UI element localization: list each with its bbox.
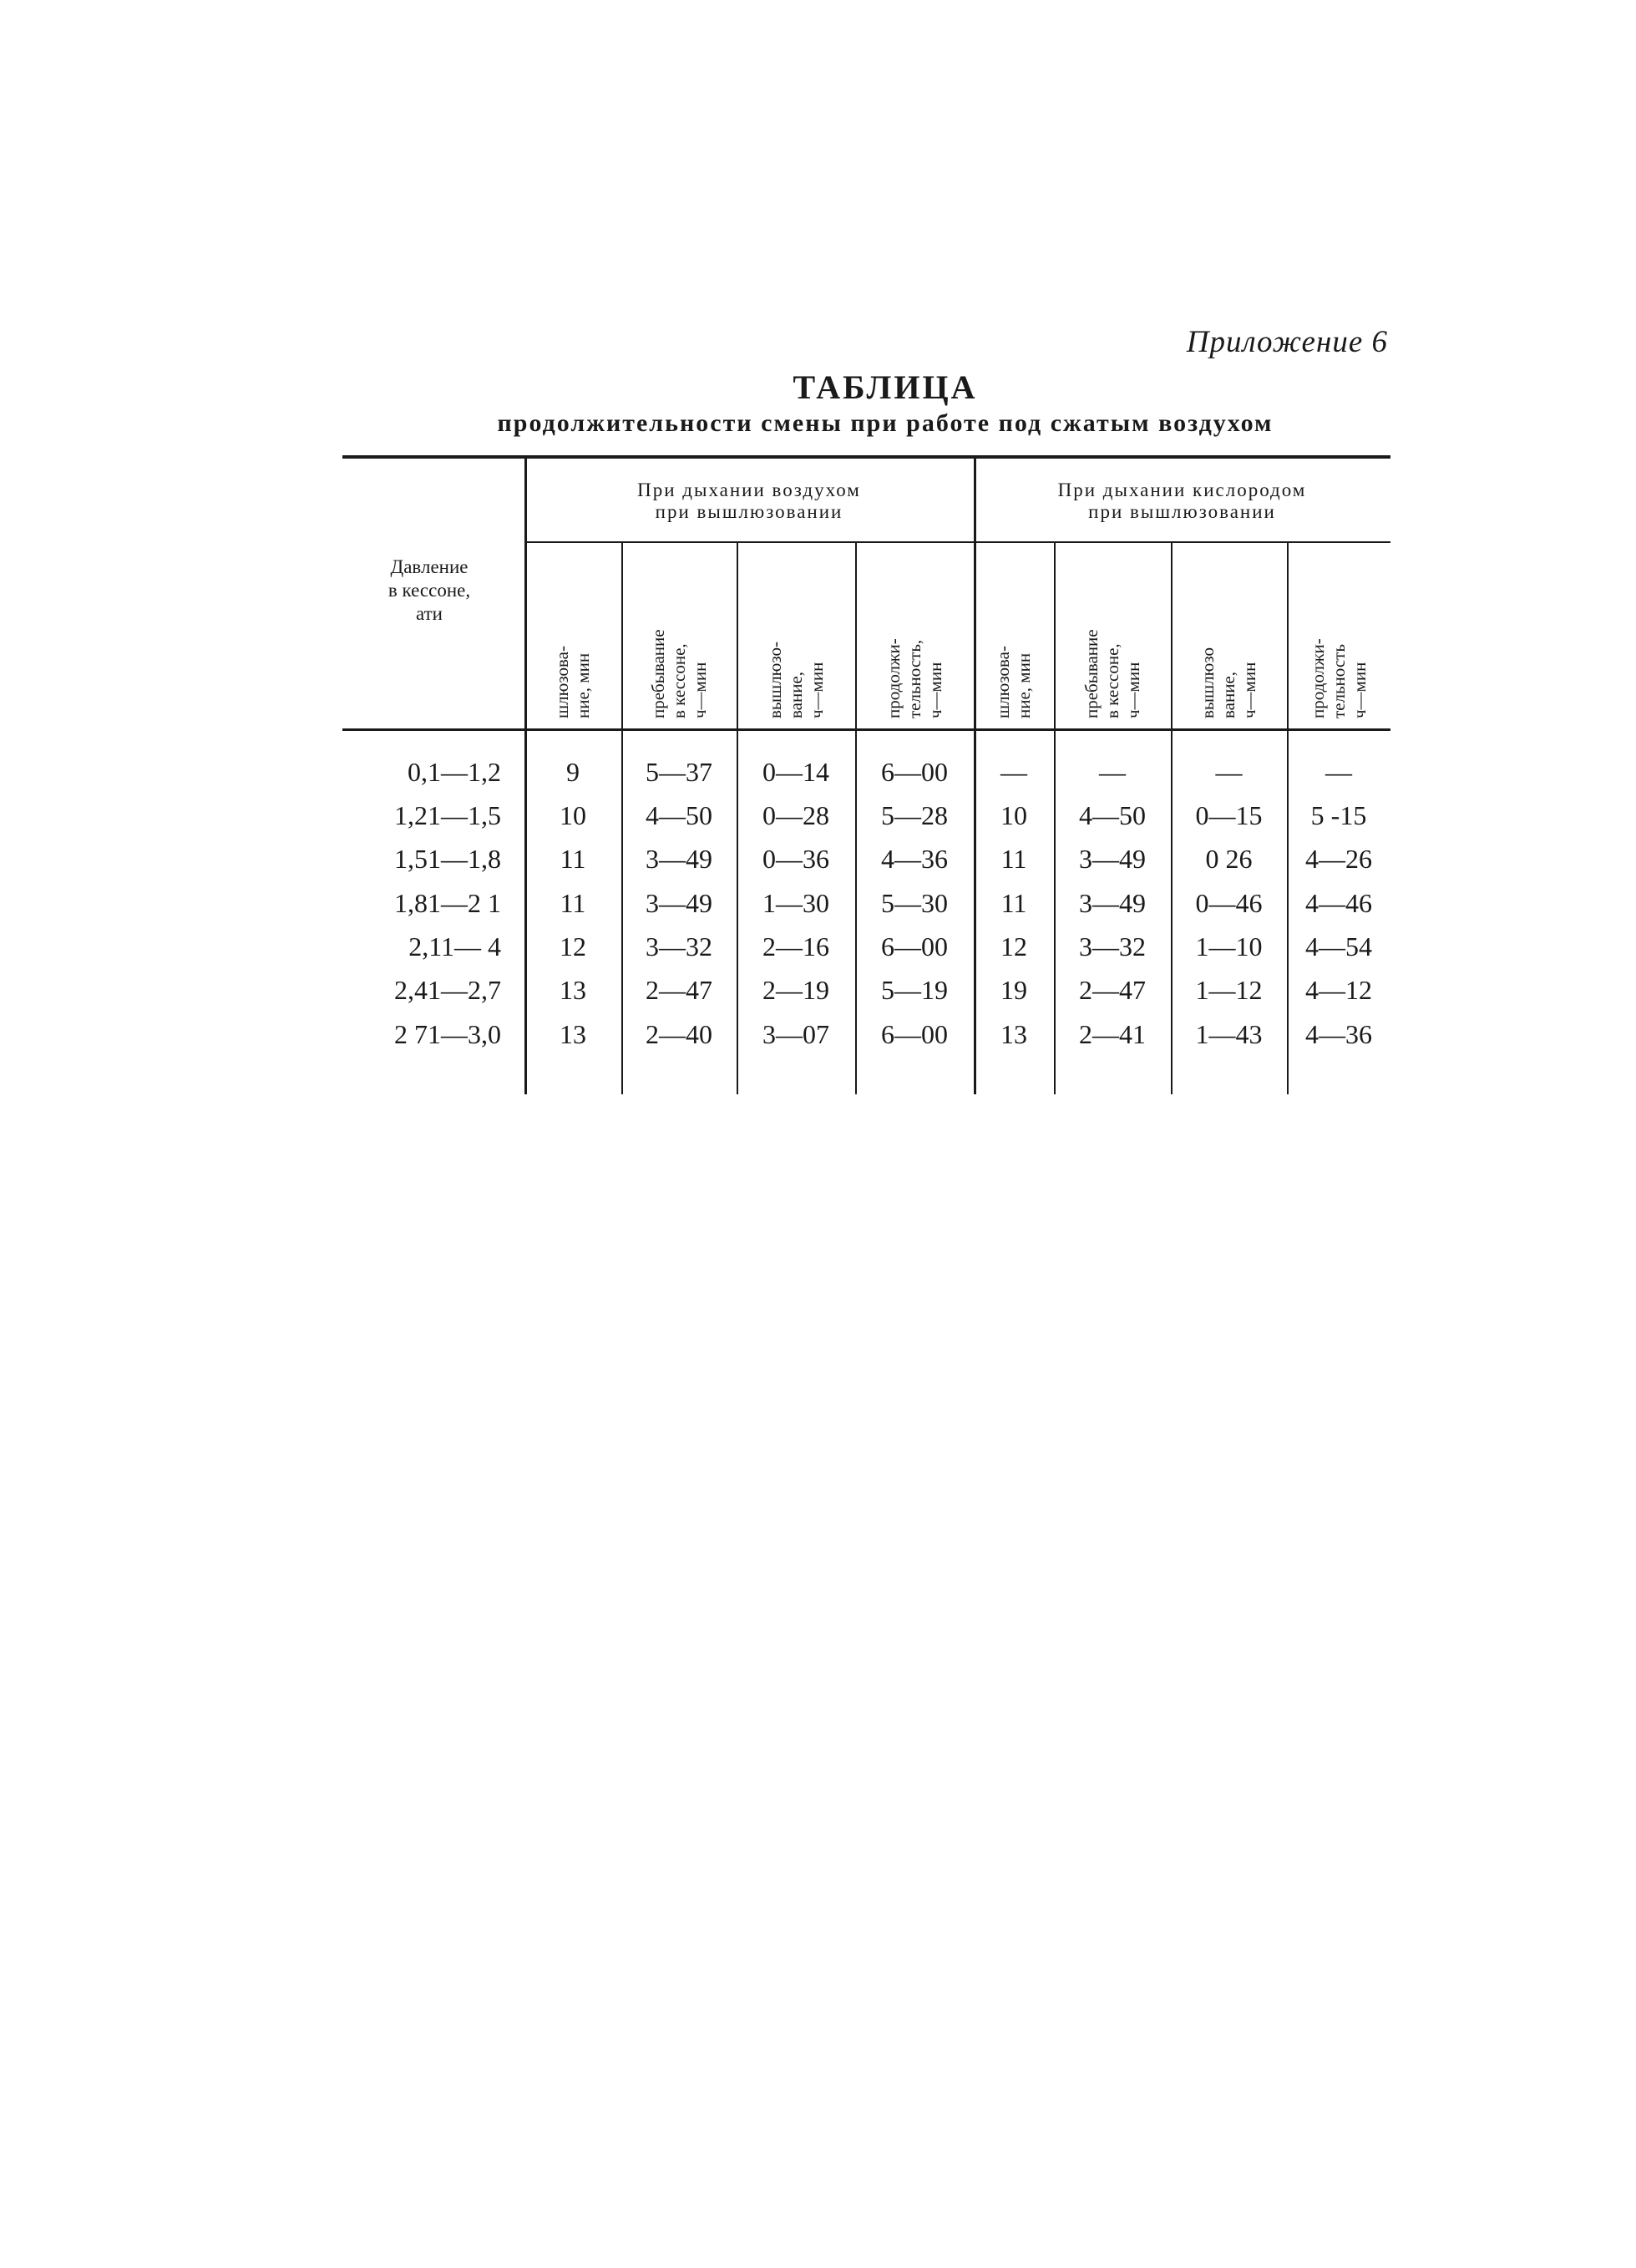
table-cell: 3—49 [1079, 888, 1146, 918]
table-cell: 0—36 [762, 844, 829, 874]
table-cell: 0 26 [1205, 844, 1253, 874]
column-header-3: вышлюзо- вание, ч—мин [764, 641, 827, 718]
table-cell: 6—00 [881, 757, 948, 787]
table-cell: 5—37 [646, 757, 712, 787]
table-cell: 2—16 [762, 931, 829, 961]
table-cell: 10 [1000, 800, 1027, 830]
table-cell: 3—49 [646, 888, 712, 918]
table-cell: 12 [560, 931, 586, 961]
column-header-4: продолжи- тельность, ч—мин [883, 638, 945, 718]
table-cell: 2—41 [1079, 1019, 1146, 1049]
table-cell: 0—46 [1195, 888, 1263, 918]
table-cell: 13 [560, 975, 586, 1005]
table-cell: 3—49 [646, 844, 712, 874]
column-header-6: пребывание в кессоне, ч—мин [1081, 629, 1143, 718]
table-cell: 0—15 [1195, 800, 1263, 830]
table-cell: 5—28 [881, 800, 948, 830]
column-header-2: пребывание в кессоне, ч—мин [647, 629, 710, 718]
table-subtitle: продолжительности смены при работе под сжатым воздухом [497, 409, 1274, 437]
pressure-cell: 1,21—1,5 [394, 800, 501, 830]
appendix-label: Приложение 6 [1186, 325, 1388, 359]
table-cell: 1—30 [762, 888, 829, 918]
column-header-5: шлюзова- ние, мин [993, 646, 1034, 718]
table-cell: 10 [560, 800, 586, 830]
group-header-1: При дыхании воздухом при вышлюзовании [637, 479, 861, 522]
table-cell: 5—19 [881, 975, 948, 1005]
table-cell: — [1000, 757, 1027, 787]
table-cell: 4—12 [1305, 975, 1372, 1005]
table-title: ТАБЛИЦА [793, 368, 978, 406]
table-cell: 4—46 [1305, 888, 1372, 918]
table-cell: 11 [560, 844, 586, 874]
table-cell: 5—30 [881, 888, 948, 918]
column-header-8: продолжи- тельность ч—мин [1307, 638, 1370, 718]
table-cell: 1—43 [1195, 1019, 1263, 1049]
table-cell: 6—00 [881, 931, 948, 961]
table-cell: — [1325, 757, 1352, 787]
table-cell: 4—50 [646, 800, 712, 830]
table-cell: 11 [1000, 844, 1027, 874]
table-cell: 5 -15 [1310, 800, 1367, 830]
pressure-cell: 2 71—3,0 [394, 1019, 501, 1049]
table-cell: 4—50 [1079, 800, 1146, 830]
pressure-cell: 1,81—2 1 [394, 888, 501, 918]
column-header-1: шлюзова- ние, мин [552, 646, 593, 718]
table-cell: 11 [560, 888, 586, 918]
table-cell: 4—54 [1305, 931, 1372, 961]
table-cell: 1—12 [1195, 975, 1263, 1005]
table-cell: 19 [1000, 975, 1027, 1005]
table-cell: 9 [566, 757, 580, 787]
table-cell: 3—07 [762, 1019, 829, 1049]
table-cell: 2—47 [646, 975, 712, 1005]
pressure-cell: 2,11— 4 [408, 931, 501, 961]
table-cell: 2—40 [646, 1019, 712, 1049]
table-cell: 6—00 [881, 1019, 948, 1049]
stub-header: Давление в кессоне, ати [387, 556, 471, 624]
table-cell: 1—10 [1195, 931, 1263, 961]
table-cell: 4—26 [1305, 844, 1372, 874]
table-cell: 13 [1000, 1019, 1027, 1049]
table-cell: 2—19 [762, 975, 829, 1005]
table-cell: 3—49 [1079, 844, 1146, 874]
pressure-cell: 2,41—2,7 [394, 975, 501, 1005]
table-cell: 4—36 [1305, 1019, 1372, 1049]
table-cell: 3—32 [1079, 931, 1146, 961]
column-header-7: вышлюзо вание, ч—мин [1198, 647, 1259, 718]
table-cell: 12 [1000, 931, 1027, 961]
table-cell: 3—32 [646, 931, 712, 961]
table-cell: 13 [560, 1019, 586, 1049]
table-cell: 0—14 [762, 757, 829, 787]
table-cell: 0—28 [762, 800, 829, 830]
column-header-rule [342, 728, 1390, 731]
pressure-cell: 0,1—1,2 [408, 757, 501, 787]
pressure-cell: 1,51—1,8 [394, 844, 501, 874]
table-cell: — [1099, 757, 1126, 787]
table-cell: — [1215, 757, 1243, 787]
table-top-rule [342, 455, 1390, 459]
table-cell: 4—36 [881, 844, 948, 874]
table-cell: 11 [1000, 888, 1027, 918]
group-header-2: При дыхании кислородом при вышлюзовании [1057, 479, 1307, 522]
table-cell: 2—47 [1079, 975, 1146, 1005]
